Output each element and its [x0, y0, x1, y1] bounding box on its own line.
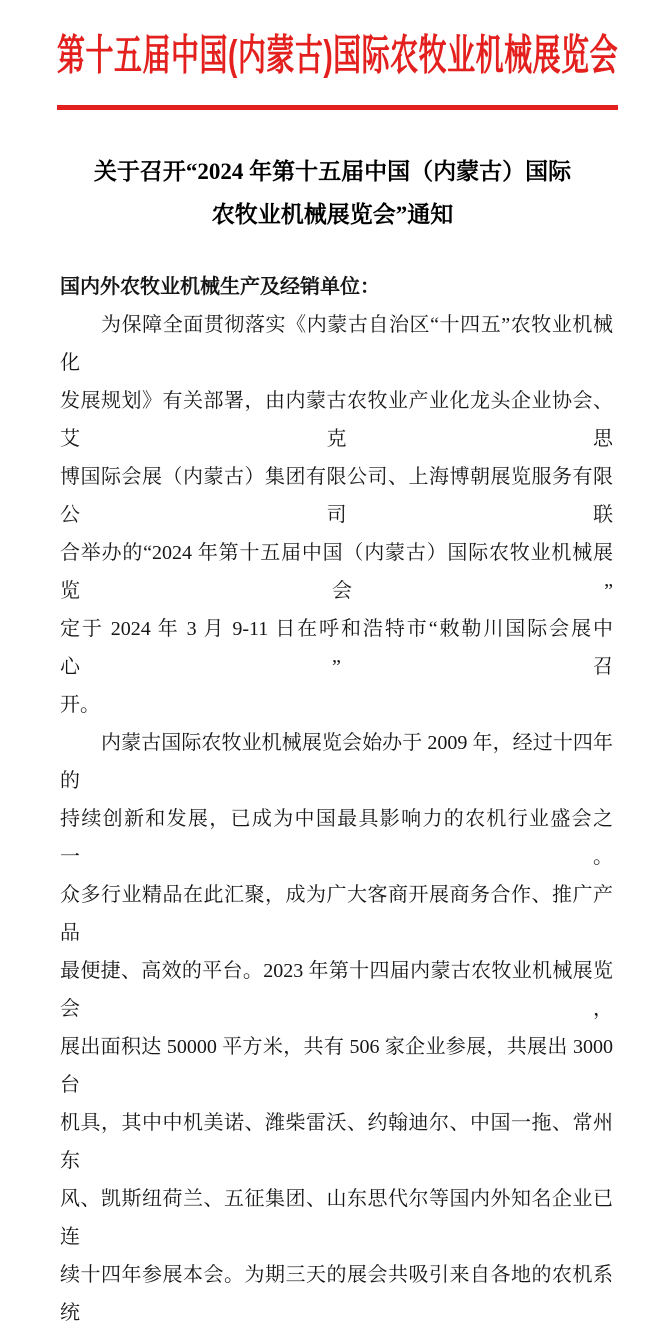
body-line: 持续创新和发展，已成为中国最具影响力的农机行业盛会之一。: [60, 808, 613, 868]
body-line: 开。: [60, 694, 100, 716]
exhibition-banner-title: 第十五届中国(内蒙古)国际农牧业机械展览会: [57, 32, 619, 79]
banner-divider-rule: [57, 105, 618, 110]
body-line: 内蒙古国际农牧业机械展览会始办于 2009 年，经过十四年的: [60, 732, 613, 792]
body-line: 博国际会展（内蒙古）集团有限公司、上海博朝展览服务有限公司联: [60, 466, 613, 526]
body-line: 发展规划》有关部署，由内蒙古农牧业产业化龙头企业协会、艾克思: [60, 390, 613, 450]
body-line: 续十四年参展本会。为期三天的展会共吸引来自各地的农机系统: [60, 1264, 613, 1324]
document-body: [60, 268, 613, 1332]
body-line: 为保障全面贯彻落实《内蒙古自治区“十四五”农牧业机械化: [60, 314, 613, 374]
body-line: 众多行业精品在此汇聚，成为广大客商开展商务合作、推广产品: [60, 884, 613, 944]
notice-title-line1: 关于召开“2024 年第十五届中国（内蒙古）国际: [93, 159, 572, 184]
body-line: 定于 2024 年 3 月 9-11 日在呼和浩特市“敕勒川国际会展中心”召: [60, 618, 613, 678]
body-line: 展出面积达 50000 平方米，共有 506 家企业参展，共展出 3000 台: [60, 1036, 613, 1096]
salutation: 国内外农牧业机械生产及经销单位：: [60, 276, 380, 298]
notice-title-line2: 农牧业机械展览会”通知: [211, 202, 454, 227]
body-line: 机具，其中中机美诺、潍柴雷沃、约翰迪尔、中国一拖、常州东: [60, 1112, 613, 1172]
body-line: 风、凯斯纽荷兰、五征集团、山东思代尔等国内外知名企业已连: [60, 1188, 613, 1248]
notice-title: [0, 150, 665, 236]
body-line: 合举办的“2024 年第十五届中国（内蒙古）国际农牧业机械展览会”: [60, 542, 613, 602]
body-line: 最便捷、高效的平台。2023 年第十四届内蒙古农牧业机械展览会，: [60, 960, 613, 1020]
